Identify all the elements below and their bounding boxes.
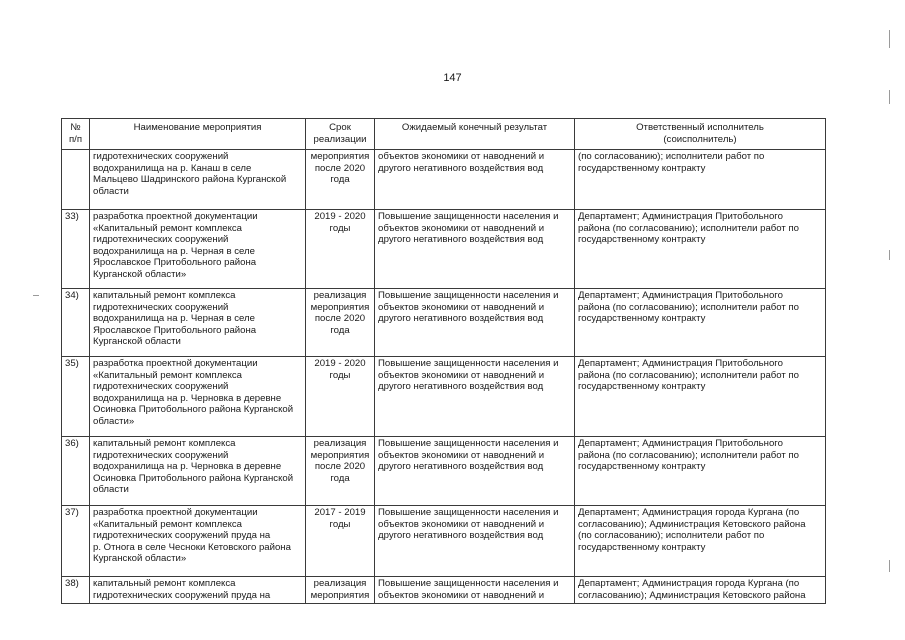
- row-number: 34): [62, 289, 90, 357]
- row-term: 2019 - 2020 годы: [306, 357, 375, 437]
- header-measure-name: Наименование мероприятия: [90, 119, 306, 150]
- header-term: Срок реализации: [306, 119, 375, 150]
- row-expected-result: Повышение защищенности населения и объектов экономики от наводнений и: [375, 577, 575, 604]
- row-number: 37): [62, 506, 90, 577]
- scan-margin-mark: [889, 250, 890, 260]
- row-number: [62, 150, 90, 210]
- row-expected-result: Повышение защищенности населения и объектов экономики от наводнений и другого негативного воздействия вод: [375, 437, 575, 506]
- row-number: 38): [62, 577, 90, 604]
- row-expected-result: Повышение защищенности населения и объектов экономики от наводнений и другого негативного воздействия вод: [375, 357, 575, 437]
- row-term: реализация мероприятия: [306, 577, 375, 604]
- row-measure-name: разработка проектной документации «Капитальный ремонт комплекса гидротехнических сооружений пруда на р. Отнога в селе Чесноки Кетовского района Курганской области»: [90, 506, 306, 577]
- measures-table: [61, 118, 826, 604]
- row-measure-name: капитальный ремонт комплекса гидротехнических сооружений водохранилища на р. Черновка в деревне Осиновка Притобольного района Курганской области: [90, 437, 306, 506]
- row-responsible: Департамент; Администрация города Кургана (по согласованию); Администрация Кетовского района: [575, 577, 826, 604]
- table-row: [62, 506, 826, 577]
- table-row: [62, 150, 826, 210]
- row-expected-result: Повышение защищенности населения и объектов экономики от наводнений и другого негативного воздействия вод: [375, 210, 575, 289]
- table-row: [62, 289, 826, 357]
- row-term: 2019 - 2020 годы: [306, 210, 375, 289]
- scan-side-tick: [33, 295, 39, 296]
- row-measure-name: разработка проектной документации «Капитальный ремонт комплекса гидротехнических сооружений водохранилища на р. Черновка в деревне Осиновка Притобольного района Курганской области»: [90, 357, 306, 437]
- row-number: 33): [62, 210, 90, 289]
- table-row: [62, 577, 826, 604]
- row-expected-result: Повышение защищенности населения и объектов экономики от наводнений и другого негативного воздействия вод: [375, 289, 575, 357]
- scan-margin-mark: [889, 560, 890, 572]
- header-number: № п/п: [62, 119, 90, 150]
- scan-margin-mark: [889, 90, 890, 104]
- table-row: [62, 357, 826, 437]
- row-term: мероприятия после 2020 года: [306, 150, 375, 210]
- table-row: [62, 437, 826, 506]
- row-term: реализация мероприятия после 2020 года: [306, 289, 375, 357]
- row-term: реализация мероприятия после 2020 года: [306, 437, 375, 506]
- page-number: 147: [443, 72, 462, 84]
- table-header-row: [62, 119, 826, 150]
- row-measure-name: капитальный ремонт комплекса гидротехнических сооружений водохранилища на р. Черная в селе Ярославское Притобольного района Курганской области: [90, 289, 306, 357]
- row-measure-name: гидротехнических сооружений водохранилища на р. Канаш в селе Мальцево Шадринского района Курганской области: [90, 150, 306, 210]
- row-responsible: Департамент; Администрация Притобольного района (по согласованию); исполнители работ по государственному контракту: [575, 437, 826, 506]
- header-expected-result: Ожидаемый конечный результат: [375, 119, 575, 150]
- row-measure-name: капитальный ремонт комплекса гидротехнических сооружений пруда на: [90, 577, 306, 604]
- header-responsible: Ответственный исполнитель (соисполнитель): [575, 119, 826, 150]
- row-expected-result: Повышение защищенности населения и объектов экономики от наводнений и другого негативного воздействия вод: [375, 506, 575, 577]
- row-expected-result: объектов экономики от наводнений и другого негативного воздействия вод: [375, 150, 575, 210]
- row-responsible: Департамент; Администрация города Кургана (по согласованию); Администрация Кетовского района (по согласованию); исполнители работ по государственному контракту: [575, 506, 826, 577]
- table-row: [62, 210, 826, 289]
- row-responsible: Департамент; Администрация Притобольного района (по согласованию); исполнители работ по государственному контракту: [575, 210, 826, 289]
- row-responsible: (по согласованию); исполнители работ по государственному контракту: [575, 150, 826, 210]
- scan-margin-mark: [889, 30, 890, 48]
- row-term: 2017 - 2019 годы: [306, 506, 375, 577]
- row-responsible: Департамент; Администрация Притобольного района (по согласованию); исполнители работ по государственному контракту: [575, 357, 826, 437]
- row-number: 36): [62, 437, 90, 506]
- row-number: 35): [62, 357, 90, 437]
- row-measure-name: разработка проектной документации «Капитальный ремонт комплекса гидротехнических сооружений водохранилища на р. Черная в селе Ярославское Притобольного района Курганской области»: [90, 210, 306, 289]
- row-responsible: Департамент; Администрация Притобольного района (по согласованию); исполнители работ по государственному контракту: [575, 289, 826, 357]
